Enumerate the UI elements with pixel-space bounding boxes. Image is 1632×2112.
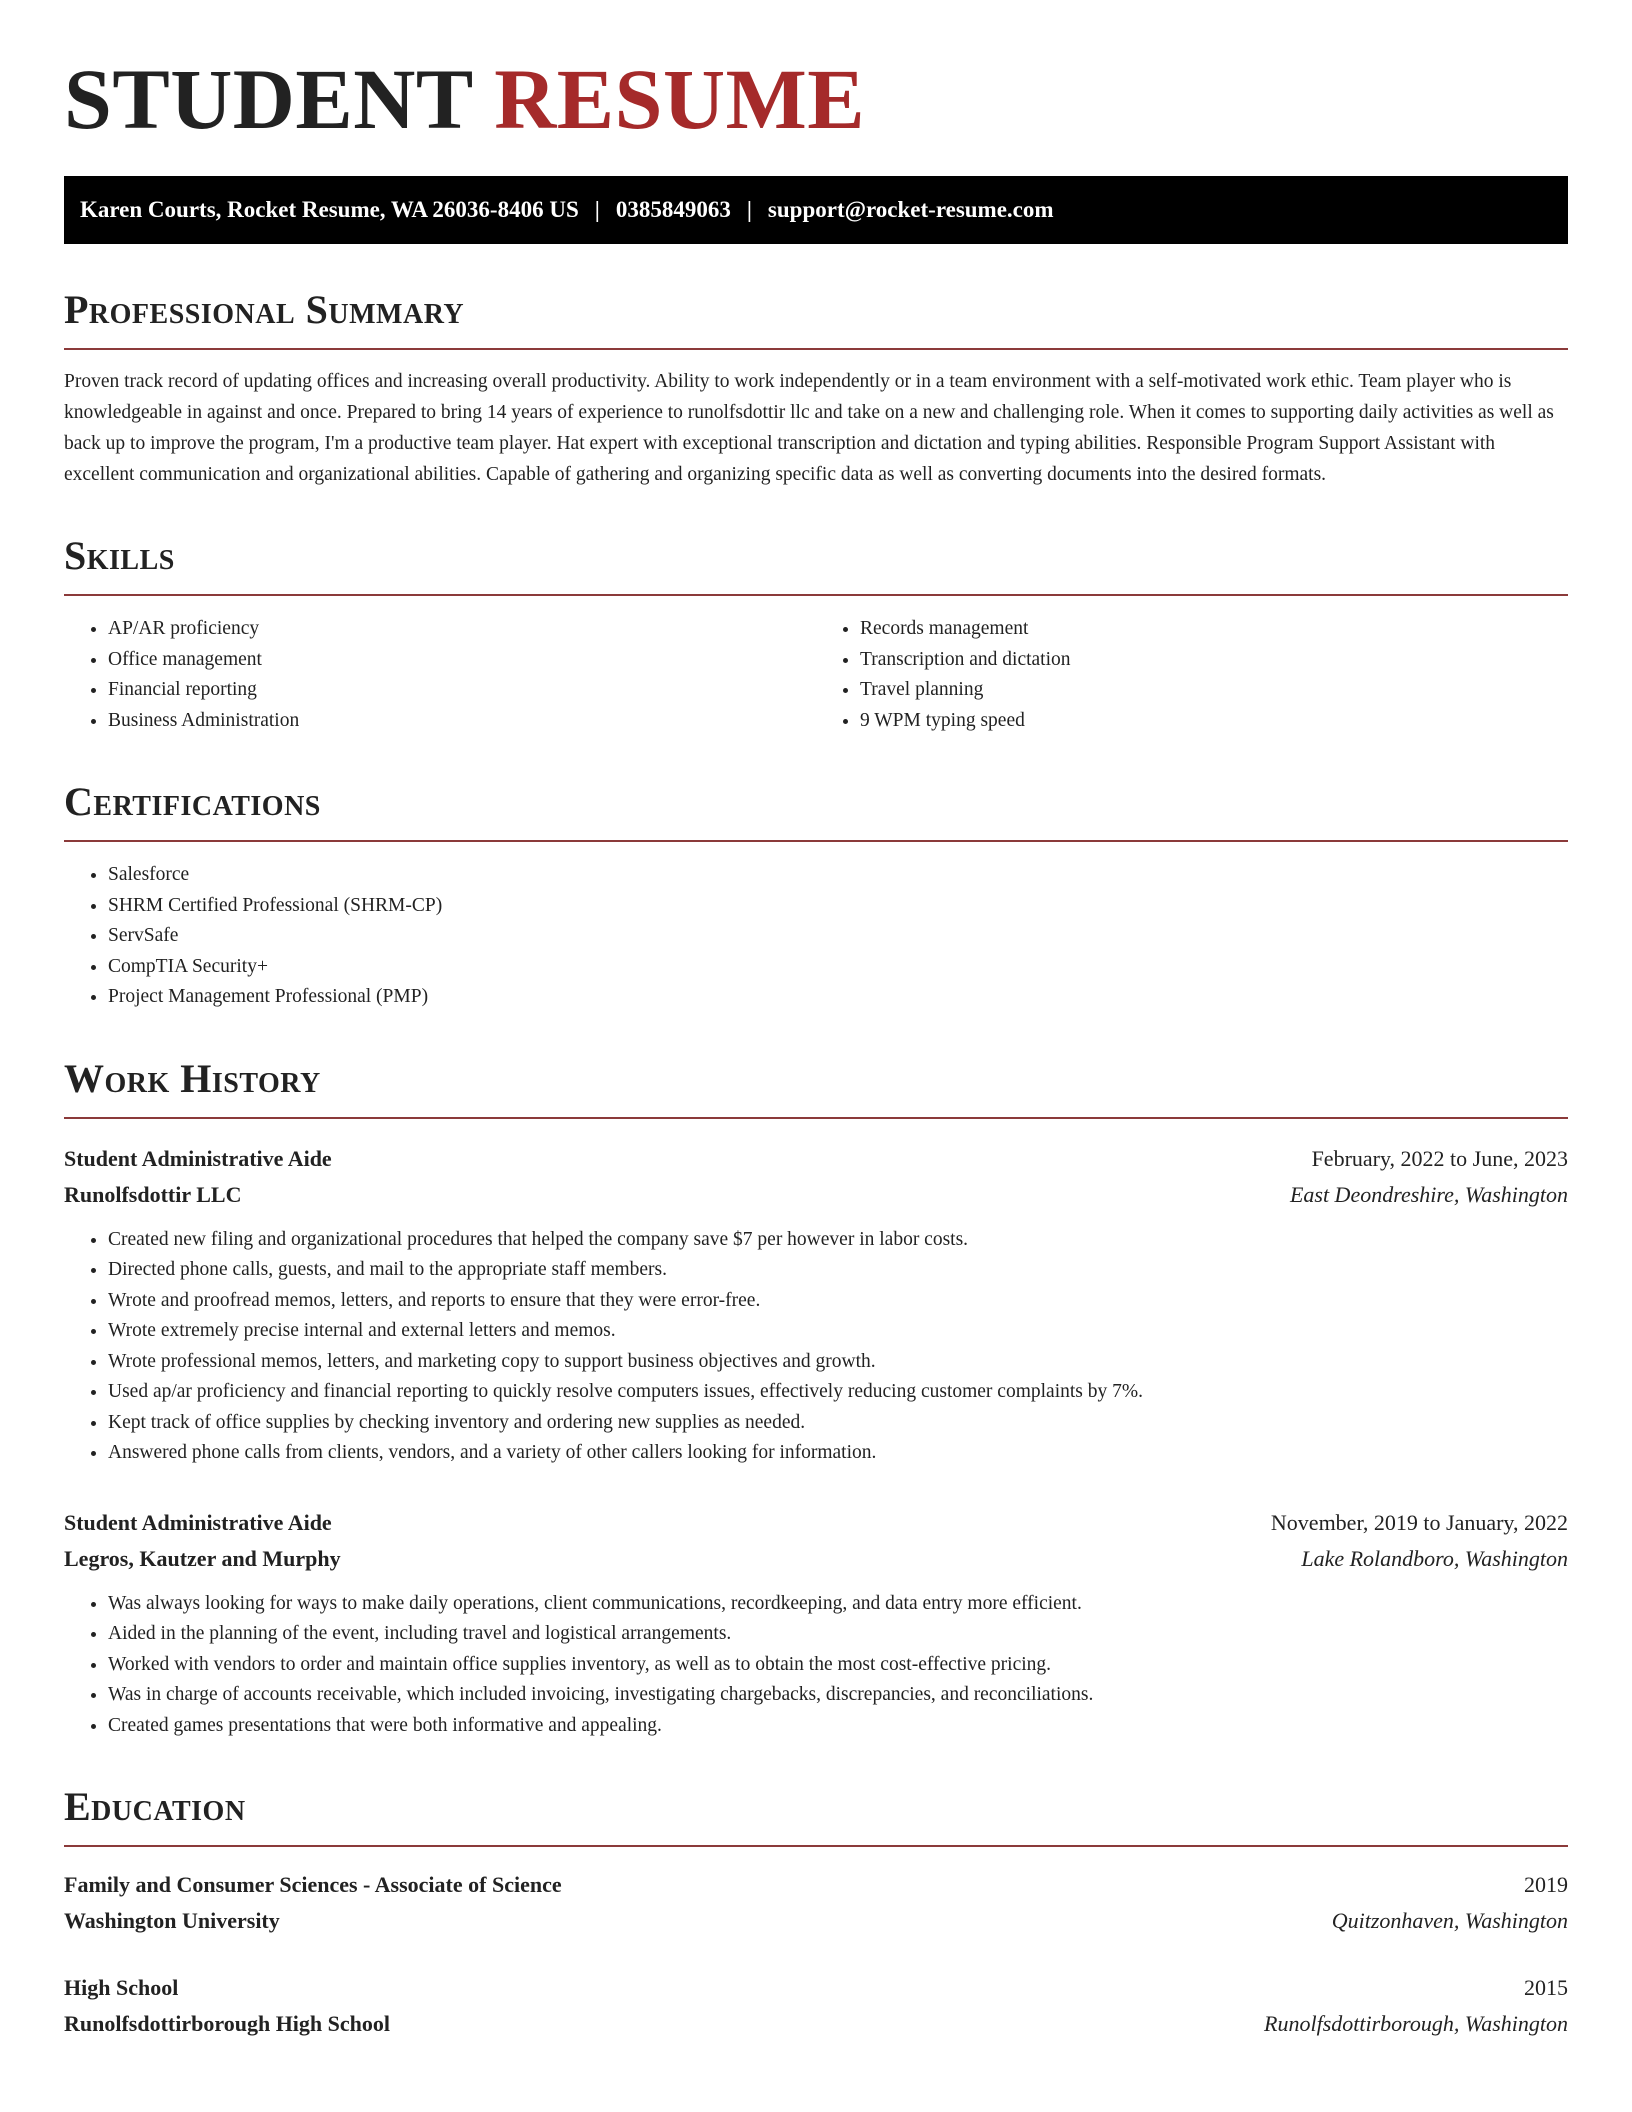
job-duty: • Wrote extremely precise internal and external letters and memos.: [108, 1316, 1568, 1347]
education-school-row: [64, 2006, 1568, 2042]
skill-item: • Records management: [860, 614, 1568, 645]
job-entry: [64, 1505, 1568, 1742]
job-duty: • Kept track of office supplies by checking inventory and ordering new supplies as needed.: [108, 1408, 1568, 1439]
education-degree-row: [64, 1970, 1568, 2006]
work-history-section: [64, 1055, 1568, 1742]
education-section: [64, 1784, 1568, 2042]
skill-item: • Transcription and dictation: [860, 645, 1568, 676]
job-dates: November, 2019 to January, 2022: [1270, 1509, 1568, 1535]
skill-item: • Travel planning: [860, 675, 1568, 706]
section-divider: [64, 348, 1568, 350]
certification-item: • Salesforce: [108, 860, 1568, 891]
certification-item: • Project Management Professional (PMP): [108, 982, 1568, 1013]
education-location: Quitzonhaven, Washington: [1331, 1908, 1568, 1933]
job-location: East Deondreshire, Washington: [1289, 1181, 1568, 1207]
education-heading: Education: [64, 1784, 246, 1829]
job-duty: • Was in charge of accounts receivable, which included invoicing, investigating chargebacks, discrepancies, and reconciliations.: [108, 1680, 1568, 1711]
job-duty: • Created games presentations that were both informative and appealing.: [108, 1711, 1568, 1742]
education-school: Runolfsdottirborough High School: [64, 2011, 391, 2036]
summary-text: Proven track record of updating offices and increasing overall productivity. Ability to work independently or in a team environment with a self-motivated work ethic. Team player who is knowledgeable in against and once. Prepared to bring 14 years of experience to runolfsdottir llc and take on a new and challenging role. When it comes to supporting daily activities as well as back up to improve the program, I'm a productive team player. Hat expert with exceptional transcription and dictation and typing abilities. Responsible Program Support Assistant with excellent communication and organizational abilities. Capable of gathering and organizing specific data as well as converting documents into the desired formats.: [64, 371, 1554, 485]
job-title: Student Administrative Aide: [64, 1509, 332, 1535]
skills-list-left: [64, 614, 816, 736]
contact-separator: |: [594, 197, 600, 222]
job-location: Lake Rolandboro, Washington: [1301, 1545, 1568, 1571]
job-title-row: [64, 1141, 1568, 1177]
job-title-row: [64, 1505, 1568, 1541]
contact-separator: |: [746, 197, 752, 222]
job-duties-list: [64, 1589, 1568, 1742]
contact-email: support@rocket-resume.com: [767, 197, 1054, 222]
certifications-heading: Certifications: [64, 779, 321, 824]
certifications-section: [64, 779, 1568, 1013]
certification-item: • SHRM Certified Professional (SHRM-CP): [108, 891, 1568, 922]
job-duty: • Wrote and proofread memos, letters, and reports to ensure that they were error-free.: [108, 1286, 1568, 1317]
contact-phone: 0385849063: [615, 197, 731, 222]
job-duty: • Worked with vendors to order and maintain office supplies inventory, as well as to obtain the most cost-effective pricing.: [108, 1650, 1568, 1681]
job-company-row: [64, 1177, 1568, 1213]
skills-heading: Skills: [64, 533, 175, 578]
contact-address: Karen Courts, Rocket Resume, WA 26036-8406 US: [80, 197, 579, 222]
skills-section: [64, 533, 1568, 736]
certification-item: • ServSafe: [108, 921, 1568, 952]
education-location: Runolfsdottirborough, Washington: [1264, 2011, 1568, 2036]
summary-section: [64, 287, 1568, 490]
certification-item: • CompTIA Security+: [108, 952, 1568, 983]
education-degree-row: [64, 1867, 1568, 1903]
contact-bar: [64, 176, 1568, 244]
section-divider: [64, 1845, 1568, 1847]
job-duties-list: [64, 1225, 1568, 1469]
job-duty: • Aided in the planning of the event, including travel and logistical arrangements.: [108, 1619, 1568, 1650]
job-entry: [64, 1141, 1568, 1469]
job-duty: • Directed phone calls, guests, and mail to the appropriate staff members.: [108, 1255, 1568, 1286]
skill-item: • Business Administration: [108, 706, 816, 737]
job-company: Legros, Kautzer and Murphy: [64, 1545, 341, 1571]
skill-item: • 9 WPM typing speed: [860, 706, 1568, 737]
education-entry: [64, 1970, 1568, 2042]
certifications-list: [64, 860, 1568, 1013]
title-first-word: STUDENT: [64, 51, 473, 147]
skills-grid: [64, 596, 1568, 736]
education-school-row: [64, 1903, 1568, 1939]
job-title: Student Administrative Aide: [64, 1145, 332, 1171]
education-school: Washington University: [64, 1908, 280, 1933]
section-divider: [64, 1117, 1568, 1119]
job-duty: • Created new filing and organizational procedures that helped the company save $7 per however in labor costs.: [108, 1225, 1568, 1256]
education-degree: High School: [64, 1975, 179, 2000]
resume-title: [64, 0, 1568, 147]
education-year: 2015: [1524, 1975, 1568, 2000]
skill-item: • Financial reporting: [108, 675, 816, 706]
skill-item: • AP/AR proficiency: [108, 614, 816, 645]
job-company-row: [64, 1541, 1568, 1577]
title-second-word: RESUME: [494, 51, 866, 147]
job-company: Runolfsdottir LLC: [64, 1181, 242, 1207]
skills-list-right: [816, 614, 1568, 736]
skill-item: • Office management: [108, 645, 816, 676]
job-duty: • Wrote professional memos, letters, and marketing copy to support business objectives and growth.: [108, 1347, 1568, 1378]
job-duty: • Answered phone calls from clients, vendors, and a variety of other callers looking for information.: [108, 1438, 1568, 1469]
work-history-heading: Work History: [64, 1055, 321, 1101]
summary-heading: Professional Summary: [64, 287, 465, 332]
job-duty: • Used ap/ar proficiency and financial reporting to quickly resolve computers issues, effectively reducing customer complaints by 7%.: [108, 1377, 1568, 1408]
section-divider: [64, 840, 1568, 842]
education-degree: Family and Consumer Sciences - Associate of Science: [64, 1872, 562, 1897]
job-duty: • Was always looking for ways to make daily operations, client communications, recordkeeping, and data entry more efficient.: [108, 1589, 1568, 1620]
job-dates: February, 2022 to June, 2023: [1311, 1145, 1568, 1171]
education-year: 2019: [1524, 1872, 1568, 1897]
education-entry: [64, 1867, 1568, 1939]
